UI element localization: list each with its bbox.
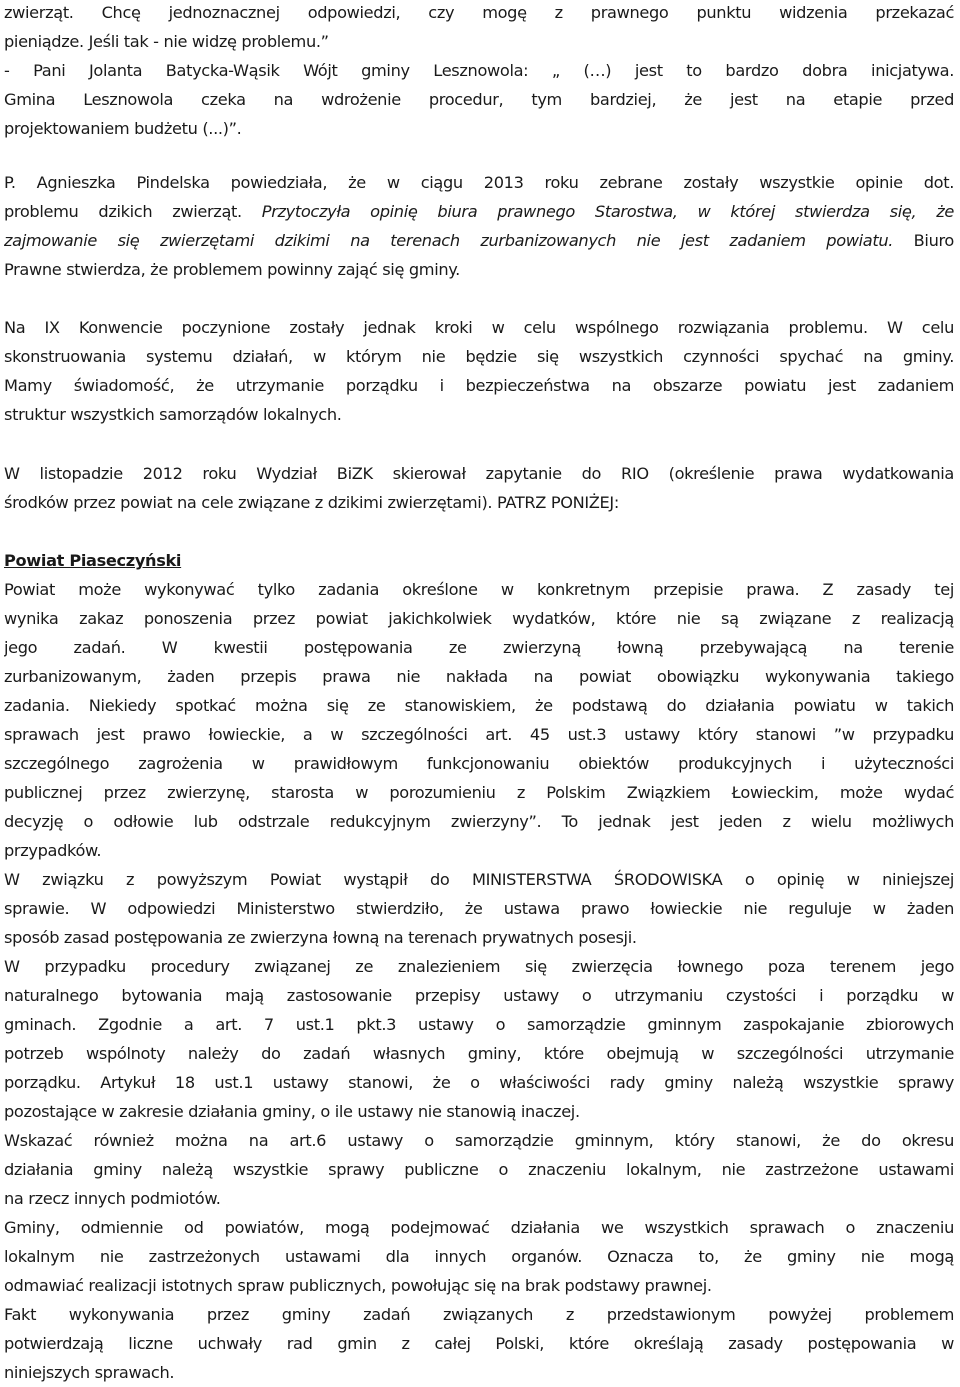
text-line: zadania. Niekiedy spotkać można się ze stanowiskiem, że podstawą do działania powiatu w takich: [4, 696, 954, 715]
text-line: potrzeb wspólnoty należy do zadań własnych gminy, które obejmują w szczególności utrzymanie: [4, 1044, 954, 1063]
text-line: [4, 226, 954, 255]
text-line: Na IX Konwencie poczynione zostały jednak kroki w celu wspólnego rozwiązania problemu. W celu: [4, 318, 954, 337]
text-line: działania gminy należą wszystkie sprawy publiczne o znaczeniu lokalnym, nie zastrzeżone ustawami: [4, 1160, 954, 1179]
text-line: lokalnym nie zastrzeżonych ustawami dla innych organów. Oznacza to, że gminy nie mogą: [4, 1247, 954, 1266]
text-line: decyzję o odłowie lub odstrzale redukcyjnym zwierzyny”. To jednak jest jeden z wielu możliwych: [4, 812, 954, 831]
paragraph-konwencja: [4, 313, 954, 429]
text-line: sprawie. W odpowiedzi Ministerstwo stwierdziło, że ustawa prawo łowieckie nie reguluje w żaden: [4, 899, 954, 918]
text-line: sposób zasad postępowania ze zwierzyna łowną na terenach prywatnych posesji.: [4, 928, 637, 947]
text-line: P. Agnieszka Pindelska powiedziała, że w ciągu 2013 roku zebrane zostały wszystkie opinie dot.: [4, 173, 954, 192]
paragraph-bizk: [4, 459, 954, 517]
text-line: Powiat może wykonywać tylko zadania określone w konkretnym przepisie prawa. Z zasady tej: [4, 580, 954, 599]
paragraph-piaseczynski: [4, 575, 954, 1387]
text-line: porządku. Artykuł 18 ust.1 ustawy stanowi, że o właściwości rady gminy należą wszystkie sprawy: [4, 1073, 954, 1092]
text-line: sprawach jest prawo łowieckie, a w szczególności art. 45 ust.3 ustawy który stanowi ”w przypadku: [4, 725, 954, 744]
text-line: potwierdzają liczne uchwały rad gmin z całej Polski, które określają zasady postępowania w: [4, 1334, 954, 1353]
paragraph-intro: [4, 0, 954, 143]
text-line: [4, 197, 954, 226]
text-line: odmawiać realizacji istotnych spraw publicznych, powołując się na brak podstawy prawnej.: [4, 1276, 712, 1295]
text-italic: zajmowanie się zwierzętami dzikimi na terenach zurbanizowanych nie jest zadaniem powiatu.: [4, 231, 894, 250]
text-line: wynika zakaz ponoszenia przez powiat jakichkolwiek wydatków, które nie są związane z realizacją: [4, 609, 954, 628]
text-line: skonstruowania systemu działań, w którym nie będzie się wszystkich czynności spychać na gminy.: [4, 347, 954, 366]
text-line: Gmina Lesznowola czeka na wdrożenie procedur, tym bardziej, że jest na etapie przed: [4, 90, 954, 109]
text-line: zurbanizowanym, żaden przepis prawa nie nakłada na powiat obowiązku wykonywania takiego: [4, 667, 954, 686]
text-italic: Przytoczyła opinię biura prawnego Starostwa, w której stwierdza się, że: [261, 202, 954, 221]
text-line: publicznej przez zwierzynę, starosta w porozumieniu z Polskim Związkiem Łowieckim, może wydać: [4, 783, 954, 802]
text-line: szczególnego zagrożenia w prawidłowym funkcjonowaniu obiektów produkcyjnych i użyteczności: [4, 754, 954, 773]
section-heading: Powiat Piaseczyński: [4, 551, 182, 570]
text-line: W związku z powyższym Powiat wystąpił do MINISTERSTWA ŚRODOWISKA o opinię w niniejszej: [4, 870, 954, 889]
text-line: Prawne stwierdza, że problemem powinny zająć się gminy.: [4, 260, 460, 279]
text-line: Mamy świadomość, że utrzymanie porządku i bezpieczeństwa na obszarze powiatu jest zadaniem: [4, 376, 954, 395]
text-line: - Pani Jolanta Batycka-Wąsik Wójt gminy Lesznowola: „ (…) jest to bardzo dobra inicjatywa.: [4, 61, 954, 80]
text-plain: problemu dzikich zwierząt.: [4, 202, 262, 221]
text-line: zwierząt. Chcę jednoznacznej odpowiedzi, czy mogę z prawnego punktu widzenia przekazać: [4, 3, 954, 22]
text-line: gminach. Zgodnie a art. 7 ust.1 pkt.3 ustawy o samorządzie gminnym zaspokajanie zbiorowych: [4, 1015, 954, 1034]
text-line: naturalnego bytowania mają zastosowanie przepisy ustawy o utrzymaniu czystości i porządku w: [4, 986, 954, 1005]
text-line: przypadków.: [4, 841, 102, 860]
text-line: Fakt wykonywania przez gminy zadań związanych z przedstawionym powyżej problemem: [4, 1305, 954, 1324]
text-line: Wskazać również można na art.6 ustawy o samorządzie gminnym, który stanowi, że do okresu: [4, 1131, 954, 1150]
text-line: środków przez powiat na cele związane z dzikimi zwierzętami). PATRZ PONIŻEJ:: [4, 493, 619, 512]
text-line: pieniądze. Jeśli tak - nie widzę problemu.”: [4, 32, 329, 51]
text-line: W przypadku procedury związanej ze znalezieniem się zwierzęcia łownego poza terenem jego: [4, 957, 954, 976]
text-line: niniejszych sprawach.: [4, 1363, 175, 1382]
text-line: struktur wszystkich samorządów lokalnych.: [4, 405, 342, 424]
paragraph-pindelska: [4, 168, 954, 284]
text-plain: Biuro: [893, 231, 954, 250]
text-line: pozostające w zakresie działania gminy, o ile ustawy nie stanowią inaczej.: [4, 1102, 580, 1121]
text-line: Gminy, odmiennie od powiatów, mogą podejmować działania we wszystkich sprawach o znaczeniu: [4, 1218, 954, 1237]
text-line: na rzecz innych podmiotów.: [4, 1189, 221, 1208]
text-line: projektowaniem budżetu (...)”.: [4, 119, 242, 138]
text-line: jego zadań. W kwestii postępowania ze zwierzyną łowną przebywającą na terenie: [4, 638, 954, 657]
text-line: W listopadzie 2012 roku Wydział BiZK skierował zapytanie do RIO (określenie prawa wydatkowania: [4, 464, 954, 483]
